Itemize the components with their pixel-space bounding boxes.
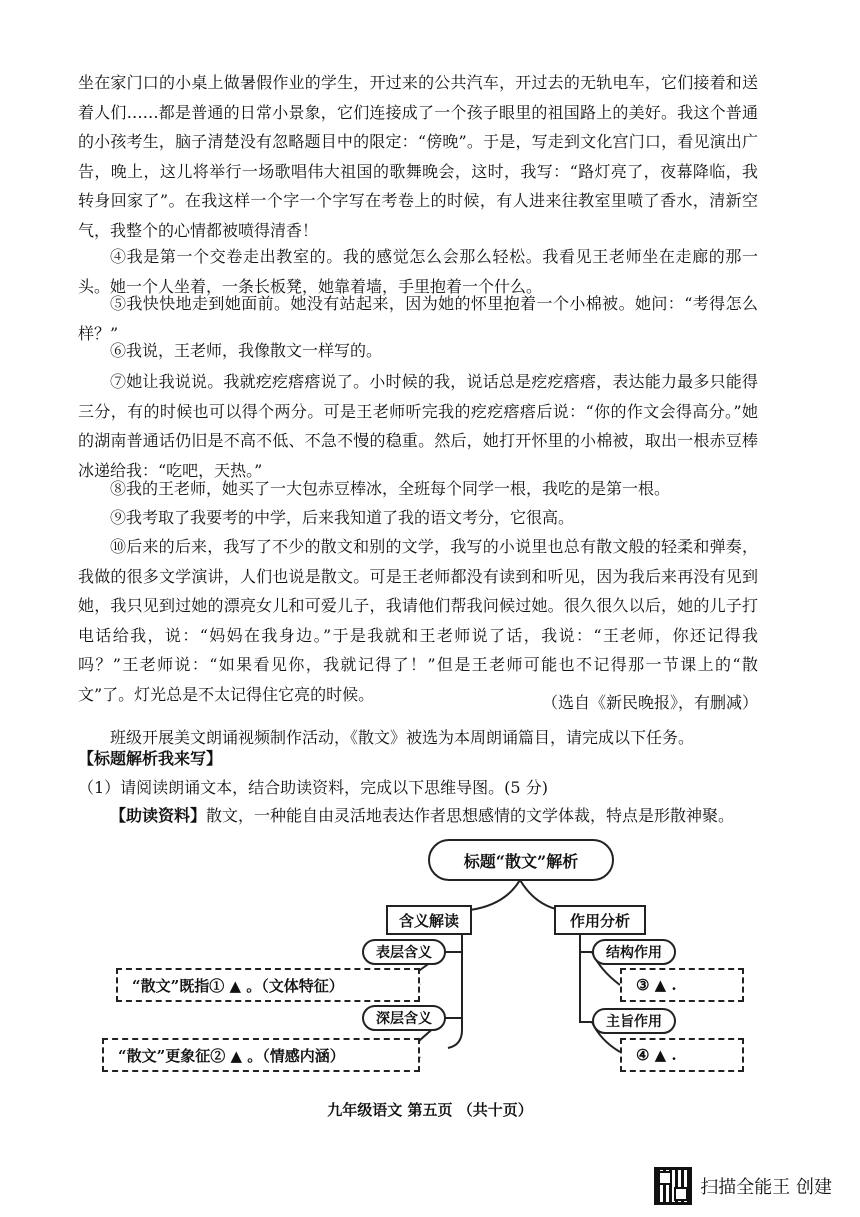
mindmap-blank-1: “散文”既指① ▲ 。（文体特征） bbox=[116, 968, 420, 1002]
paragraph-4: ④我是第一个交卷走出教室的。我的感觉怎么会那么轻松。我看见王老师坐在走廊的那一头。她一个人坐着，一条长板凳，她靠着墙，手里抱着一个什么。 bbox=[78, 247, 758, 296]
paragraph-10: ⑩后来的后来，我写了不少的散文和别的文学，我写的小说里也总有散文般的轻柔和弹奏，我做的很多文学演讲，人们也说是散文。可是王老师都没有读到和听见，因为我后来再没有见到她，我只见到过她的漂亮女儿和可爱儿子，我请他们帮我问候过她。很久很久以后，她的儿子打电话给我，说：“妈妈在我身边。”于是我就和王老师说了话，我说：“王老师，你还记得我吗？”王老师说：“如果看见你，我就记得了！”但是王老师可能也不记得那一节课上的“散文”了。灯光总是不太记得住它亮的时候。 bbox=[78, 537, 758, 704]
mindmap-surface-meaning: 表层含义 bbox=[362, 939, 446, 965]
mindmap-theme-role: 主旨作用 bbox=[592, 1008, 676, 1034]
qr-code-icon bbox=[654, 1167, 692, 1205]
paragraph-9: ⑨我考取了我要考的中学，后来我知道了我的语文考分，它很高。 bbox=[110, 508, 575, 527]
reading-aid-text: 散文，一种能自由灵活地表达作者思想感情的文学体裁，特点是形散神聚。 bbox=[206, 806, 735, 825]
page-footer: 九年级语文 第五页 （共十页） bbox=[327, 1101, 533, 1119]
source-citation: （选自《新民晚报》，有删减） bbox=[541, 693, 758, 712]
question-1: （1）请阅读朗诵文本，结合助读资料，完成以下思维导图。(5 分) bbox=[78, 778, 548, 797]
reading-aid-label: 【助读资料】 bbox=[110, 806, 207, 825]
mindmap-blank-3: ③ ▲ . bbox=[620, 968, 744, 1002]
paragraph-8: ⑧我的王老师，她买了一大包赤豆棒冰，全班每个同学一根，我吃的是第一根。 bbox=[110, 479, 671, 498]
paragraph-3: 坐在家门口的小桌上做暑假作业的学生，开过来的公共汽车，开过去的无轨电车，它们接着和送着人们……都是普通的日常小景象，它们连接成了一个孩子眼里的祖国路上的美好。我这个普通的小孩考生，脑子清楚没有忽略题目中的限定：“傍晚”。于是，写走到文化宫门口，看见演出广告，晚上，这儿将举行一场歌唱伟大祖国的歌舞晚会，这时，我写：“路灯亮了，夜幕降临，我转身回家了”。在我这样一个字一个字写在考卷上的时候，有人进来往教室里喷了香水，清新空气，我整个的心情都被喷得清香！ bbox=[78, 73, 758, 240]
paragraph-6: ⑥我说，王老师，我像散文一样写的。 bbox=[110, 341, 383, 360]
scanner-watermark bbox=[654, 1167, 832, 1205]
mindmap-blank-4: ④ ▲ . bbox=[620, 1038, 744, 1072]
mindmap-right-branch: 作用分析 bbox=[554, 905, 646, 935]
mindmap-structure-role: 结构作用 bbox=[592, 939, 676, 965]
task-intro: 班级开展美文朗诵视频制作活动，《散文》被选为本周朗诵篇目，请完成以下任务。 bbox=[110, 728, 695, 747]
paragraph-5: ⑤我快快地走到她面前。她没有站起来，因为她的怀里抱着一个小棉被。她问：“考得怎么样？” bbox=[78, 294, 758, 343]
paragraph-7: ⑦她让我说说。我就疙疙瘩瘩说了。小时候的我，说话总是疙疙瘩瘩，表达能力最多只能得三分，有的时候也可以得个两分。可是王老师听完我的疙疙瘩瘩后说：“你的作文会得高分。”她的湖南普通话仍旧是不高不低、不急不慢的稳重。然后，她打开怀里的小棉被，取出一根赤豆棒冰递给我：“吃吧，天热。” bbox=[78, 372, 758, 480]
mindmap-left-branch: 含义解读 bbox=[386, 905, 472, 935]
watermark-text: 扫描全能王 创建 bbox=[700, 1177, 832, 1198]
mindmap-root: 标题“散文”解析 bbox=[428, 839, 614, 881]
mindmap-blank-2: “散文”更象征② ▲ 。（情感内涵） bbox=[102, 1038, 420, 1072]
reading-aid bbox=[110, 803, 770, 826]
mindmap-deep-meaning: 深层含义 bbox=[362, 1005, 446, 1031]
section-heading: 【标题解析我来写】 bbox=[78, 749, 223, 768]
